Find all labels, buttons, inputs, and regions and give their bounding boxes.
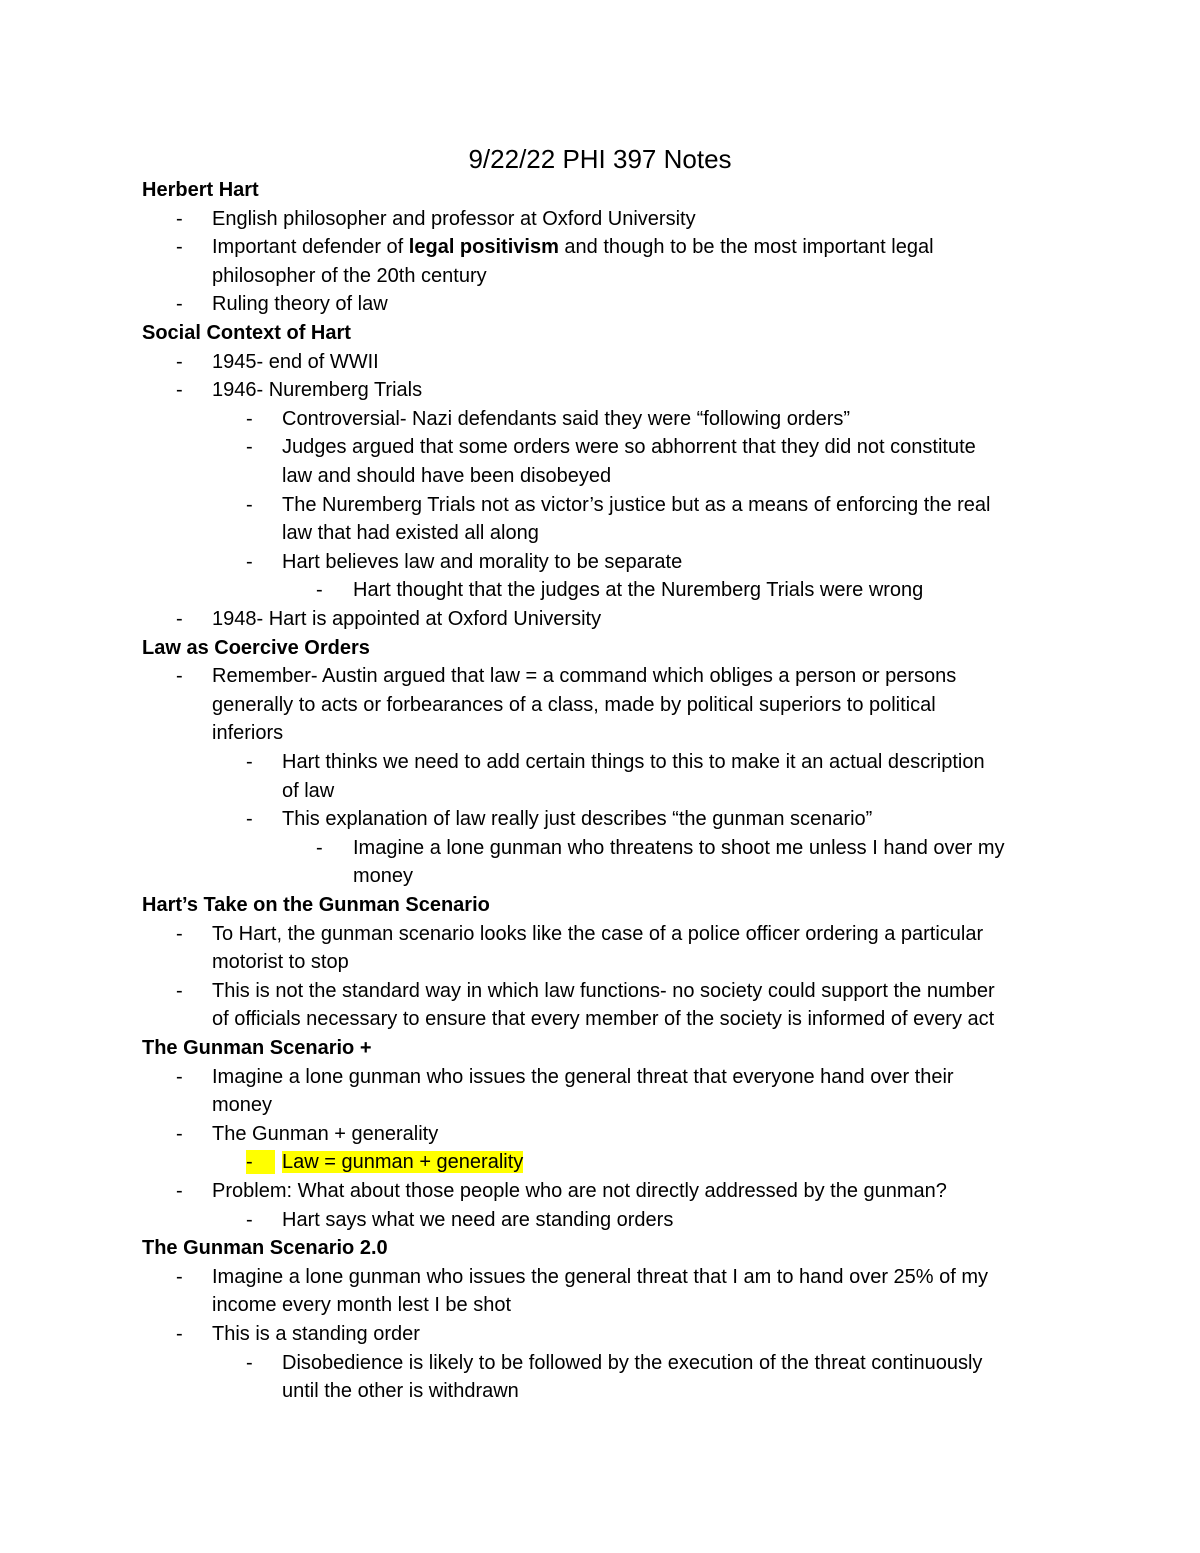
section-heading: Hart’s Take on the Gunman Scenario [142,894,490,916]
list-bullet: - [316,836,323,859]
list-bullet: - [176,608,183,630]
list-item-text: of law [282,779,335,802]
list-bullet: - [176,1065,183,1088]
list-item-text: Problem: What about those people who are not directly addressed by the gunman? [212,1180,947,1202]
list-bullet: - [246,1351,253,1374]
list-bullet: - [176,207,183,230]
section-heading: The Gunman Scenario 2.0 [142,1237,388,1260]
list-item-text: English philosopher and professor at Oxford University [212,207,696,230]
highlighted-text: Law = gunman + generality [282,1151,524,1174]
list-bullet: - [246,436,253,459]
list-item-text: until the other is withdrawn [282,1380,519,1403]
list-item-text: of officials necessary to ensure that every member of the society is informed of every act [212,1008,995,1031]
list-item-text: This is a standing order [212,1323,420,1345]
list-bullet: - [176,1323,183,1345]
section-heading: Law as Coercive Orders [142,636,370,659]
list-item-text: This is not the standard way in which law functions- no society could support the number [212,979,995,1002]
list-item-text: Imagine a lone gunman who issues the general threat that everyone hand over their [212,1065,954,1088]
list-item-text: Remember- Austin argued that law = a command which obliges a person or persons [212,665,957,688]
list-item-text: Ruling theory of law [212,293,388,316]
list-bullet: - [246,550,253,573]
list-item-text: To Hart, the gunman scenario looks like the case of a police officer ordering a particular [212,922,984,945]
section-heading: Social Context of Hart [142,322,351,344]
page-title: 9/22/22 PHI 397 Notes [468,144,732,174]
list-item-text: Imagine a lone gunman who threatens to shoot me unless I hand over my [353,836,1005,859]
list-item-text: Hart believes law and morality to be separate [282,550,683,573]
list-bullet: - [246,407,253,430]
list-bullet: - [316,579,323,602]
list-item-text: 1945- end of WWII [212,350,379,373]
list-bullet: - [176,350,183,373]
list-item-text: 1948- Hart is appointed at Oxford University [212,608,602,630]
list-item-text: generally to acts or forbearances of a class, made by political superiors to political [212,693,936,716]
list-bullet: - [176,293,183,316]
list-item-text: law that had existed all along [282,522,539,545]
list-item-text: Controversial- Nazi defendants said they were “following orders” [282,407,851,430]
list-bullet: - [246,1208,253,1231]
list-bullet: - [246,493,253,516]
list-item-text [282,1150,523,1174]
list-bullet: - [176,922,183,945]
list-item-text: Hart says what we need are standing orders [282,1208,674,1231]
list-item-text: The Gunman + generality [212,1122,439,1145]
list-bullet: - [246,1150,275,1174]
list-item-text: law and should have been disobeyed [282,465,612,487]
list-item-text: Disobedience is likely to be followed by the execution of the threat continuously [282,1351,983,1374]
list-item-text: income every month lest I be shot [212,1294,512,1317]
list-bullet: - [176,1122,183,1145]
list-bullet: - [176,379,183,402]
list-item-text: inferiors [212,722,284,745]
section-heading: The Gunman Scenario + [142,1037,372,1059]
list-bullet: - [246,808,253,831]
list-item-text: The Nuremberg Trials not as victor’s justice but as a means of enforcing the real [282,493,991,516]
list-item-text: Hart thought that the judges at the Nuremberg Trials were wrong [353,579,924,602]
list-bullet: - [176,1265,183,1288]
list-bullet: - [176,979,183,1002]
list-item-text: motorist to stop [212,951,349,974]
list-item-text: Judges argued that some orders were so abhorrent that they did not constitute [282,436,976,459]
bold-term: legal positivism [408,236,559,259]
list-item-text: 1946- Nuremberg Trials [212,379,423,402]
list-item-text: philosopher of the 20th century [212,264,487,287]
list-item-text: Imagine a lone gunman who issues the general threat that I am to hand over 25% of my [212,1265,989,1288]
section-heading: Herbert Hart [142,179,259,201]
list-bullet: - [176,1180,183,1202]
list-item-text: Important defender of legal positivism and though to be the most important legal [212,236,934,259]
list-bullet: - [246,751,253,773]
list-item-text: Hart thinks we need to add certain things to this to make it an actual description [282,751,985,773]
list-bullet: - [176,665,183,688]
list-item-text: money [353,865,414,888]
list-item-text: money [212,1094,273,1117]
list-bullet: - [176,236,183,259]
list-item-text: This explanation of law really just describes “the gunman scenario” [282,808,873,831]
